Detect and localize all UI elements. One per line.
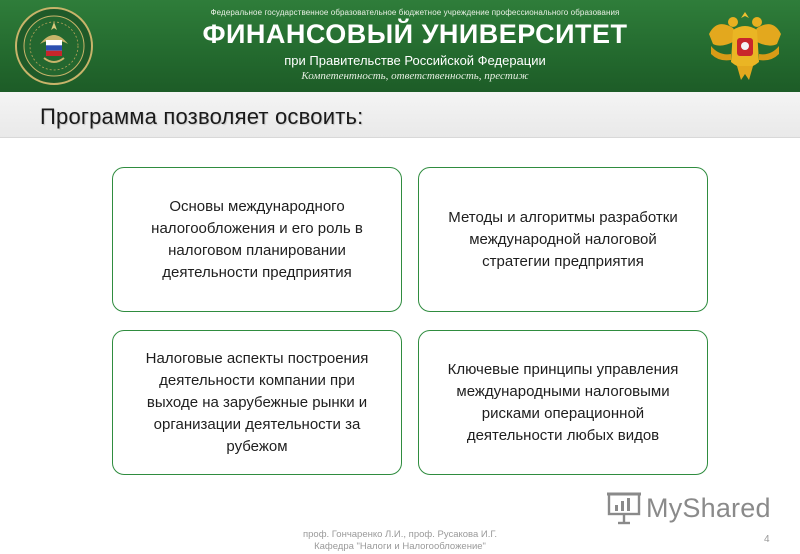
- card-line: Налоговые аспекты построения: [145, 349, 369, 367]
- university-motto: Компетентность, ответственность, престиж: [301, 70, 529, 82]
- card-line: Основы международного: [169, 197, 345, 215]
- footer-authors: проф. Гончаренко Л.И., проф. Русакова И.Г.: [302, 529, 498, 540]
- card-line: деятельности компании при: [159, 371, 355, 389]
- slide-title: Программа позволяет освоить:: [40, 104, 364, 129]
- page-number: 4: [764, 534, 770, 545]
- watermark-text: MyShared: [646, 492, 771, 523]
- card-line: стратегии предприятия: [482, 252, 644, 270]
- program-card-1: [112, 167, 402, 312]
- card-line: Ключевые принципы управления: [447, 360, 679, 378]
- program-card-2: [418, 167, 708, 312]
- card-line: организации деятельности за: [153, 415, 361, 433]
- card-line: международными налоговыми: [456, 382, 670, 400]
- card-line: деятельности предприятия: [162, 263, 352, 281]
- card-line: рубежом: [226, 437, 288, 455]
- slide-header: [0, 0, 800, 92]
- header-top-line: Федеральное государственное образовательное бюджетное учреждение профессионального образования: [210, 8, 620, 17]
- program-card-3: [112, 330, 402, 475]
- card-line: Методы и алгоритмы разработки: [448, 208, 678, 226]
- myshared-watermark[interactable]: [606, 490, 771, 526]
- university-subtitle: при Правительстве Российской Федерации: [284, 53, 546, 68]
- university-name: ФИНАНСОВЫЙ УНИВЕРСИТЕТ: [202, 19, 628, 49]
- presentation-board-icon: [606, 491, 642, 525]
- card-line: деятельности любых видов: [466, 426, 660, 444]
- card-line: налоговом планировании: [168, 241, 346, 259]
- card-line: налогообложения и его роль в: [151, 219, 363, 237]
- card-line: выходе на зарубежные рынки и: [146, 393, 368, 411]
- program-card-4: [418, 330, 708, 475]
- card-line: международной налоговой: [469, 230, 657, 248]
- double-headed-eagle-icon: [703, 4, 787, 88]
- university-seal-icon: [14, 6, 94, 86]
- footer-department: Кафедра "Налоги и Налогообложение": [314, 541, 486, 552]
- slide-footer: [250, 529, 550, 553]
- card-line: рисками операционной: [481, 404, 645, 422]
